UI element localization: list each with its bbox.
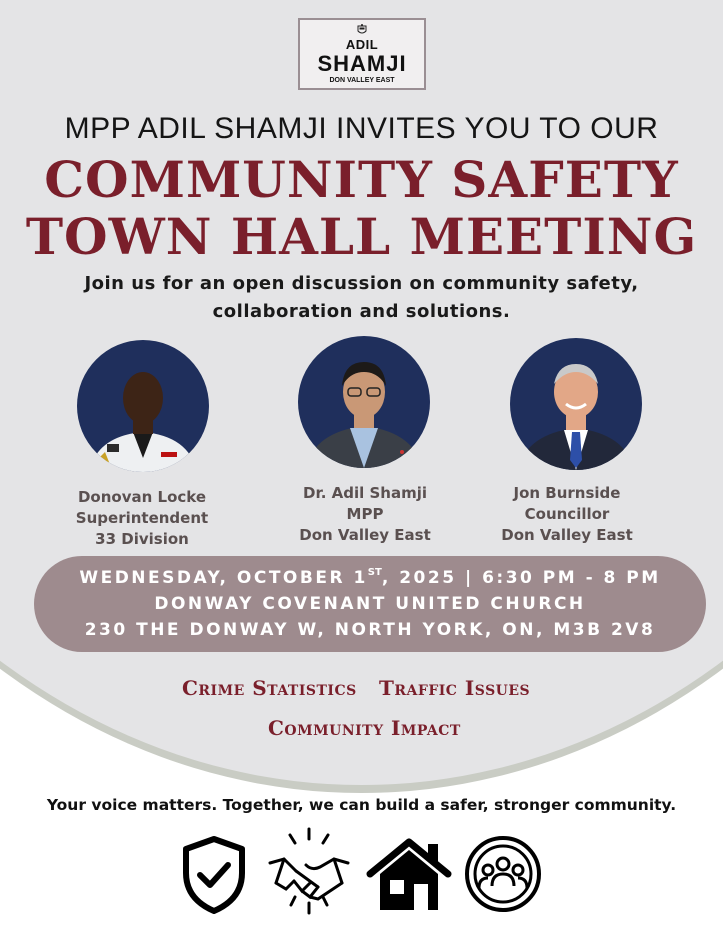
speaker-role: Superintendent	[75, 509, 209, 527]
event-date-ordinal: ST	[367, 567, 382, 578]
topic-traffic-issues: Traffic Issues	[379, 676, 531, 700]
subtitle-line-2: collaboration and solutions.	[212, 301, 511, 322]
event-date-time	[34, 565, 706, 591]
logo-first-name: ADIL	[345, 37, 379, 52]
community-group-icon	[463, 834, 543, 914]
speaker-name: Dr. Adil Shamji	[303, 484, 427, 502]
ontario-crest-icon	[356, 24, 368, 36]
event-venue: DONWAY COVENANT UNITED CHURCH	[154, 594, 586, 614]
event-details-box	[34, 556, 706, 652]
speaker-role: Councillor	[524, 505, 610, 523]
event-date-prefix: WEDNESDAY, OCTOBER 1	[79, 568, 368, 588]
topic-crime-statistics: Crime Statistics	[182, 676, 357, 700]
speaker-caption-1	[42, 487, 242, 550]
speaker-org: 33 Division	[95, 530, 189, 548]
footer-tagline: Your voice matters. Together, we can build a safer, stronger community.	[46, 796, 677, 814]
title-line-2: TOWN HALL MEETING	[25, 207, 698, 266]
speaker-photo-adil-shamji	[298, 336, 430, 468]
event-date-rest: , 2025 | 6:30 PM - 8 PM	[381, 568, 661, 588]
invite-line: MPP ADIL SHAMJI INVITES YOU TO OUR	[64, 112, 659, 145]
logo-last-name: SHAMJI	[317, 51, 407, 76]
event-address: 230 THE DONWAY W, NORTH YORK, ON, M3B 2V8	[84, 620, 656, 640]
subtitle-line-1: Join us for an open discussion on community safety,	[84, 273, 639, 294]
speaker-name: Jon Burnside	[513, 484, 621, 502]
speaker-role: MPP	[346, 505, 384, 523]
logo-riding: DON VALLEY EAST	[329, 77, 395, 84]
speaker-caption-3	[467, 483, 667, 546]
speaker-org: Don Valley East	[501, 526, 633, 544]
house-icon	[366, 836, 452, 912]
title-line-1: COMMUNITY SAFETY	[44, 150, 679, 209]
shield-check-icon	[180, 835, 248, 915]
speaker-name: Donovan Locke	[77, 488, 207, 506]
speaker-photo-jon-burnside	[510, 338, 642, 470]
subtitle	[30, 270, 693, 326]
speaker-photo-donovan-locke	[77, 340, 209, 472]
speaker-org: Don Valley East	[299, 526, 431, 544]
handshake-icon	[266, 825, 352, 917]
speaker-caption-2	[265, 483, 465, 546]
topic-community-impact: Community Impact	[268, 716, 461, 740]
logo-badge	[298, 18, 426, 90]
